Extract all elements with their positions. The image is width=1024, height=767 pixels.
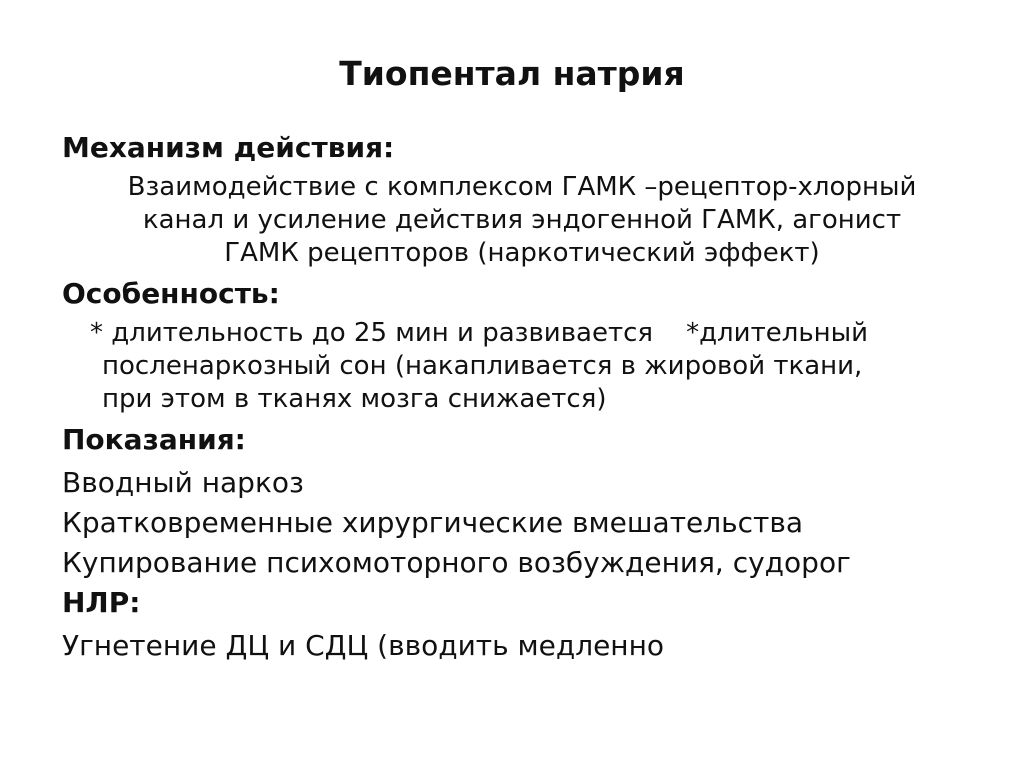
adverse-item: Угнетение ДЦ и СДЦ (вводить медленно [62,629,665,662]
feature-line-3: при этом в тканях мозга снижается) [102,384,607,414]
mechanism-line-1: Взаимодействие с комплексом ГАМК –рецептор-хлорный [127,172,917,202]
mechanism-line-3: ГАМК рецепторов (наркотический эффект) [224,238,820,268]
slide-content [62,130,982,666]
feature-heading: Особенность: [62,277,280,310]
mechanism-heading: Механизм действия: [62,131,395,164]
indication-item: Вводный наркоз [62,466,304,499]
feature-line-1: * длительность до 25 мин и развивается *длительный [90,318,869,348]
indication-item: Купирование психомоторного возбуждения, судорог [62,546,851,579]
feature-line-2: посленаркозный сон (накапливается в жировой ткани, [102,351,863,381]
indication-item: Кратковременные хирургические вмешательства [62,506,803,539]
feature-text [62,317,982,416]
indications-heading: Показания: [62,423,246,456]
slide-title: Тиопентал натрия [339,54,685,93]
mechanism-line-2: канал и усиление действия эндогенной ГАМК, агонист [142,205,902,235]
adverse-heading: НЛР: [62,586,141,619]
mechanism-text [62,171,982,270]
